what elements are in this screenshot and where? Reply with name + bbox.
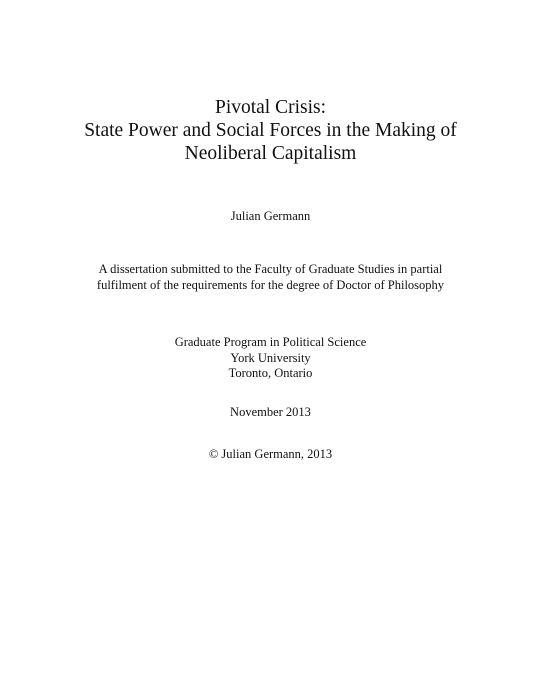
- location: Toronto, Ontario: [228, 366, 313, 380]
- submission-statement: [0, 261, 541, 293]
- title-line-2: State Power and Social Forces in the Making of: [84, 120, 457, 141]
- program-name: Graduate Program in Political Science: [174, 335, 367, 349]
- statement-line-1: A dissertation submitted to the Faculty of Graduate Studies in partial: [98, 262, 443, 276]
- date-line: November 2013: [230, 405, 311, 419]
- program-info: [0, 335, 541, 382]
- author-name: [0, 208, 541, 224]
- title-line-3: Neoliberal Capitalism: [184, 143, 357, 164]
- title-line-1: Pivotal Crisis:: [214, 97, 327, 118]
- author-line: Julian Germann: [230, 209, 311, 223]
- dissertation-title: [0, 96, 541, 165]
- copyright-notice: [0, 446, 541, 462]
- submission-date: [0, 404, 541, 420]
- statement-line-2: fulfilment of the requirements for the degree of Doctor of Philosophy: [96, 278, 445, 292]
- university-name: York University: [230, 350, 311, 365]
- copyright-line: © Julian Germann, 2013: [208, 447, 333, 461]
